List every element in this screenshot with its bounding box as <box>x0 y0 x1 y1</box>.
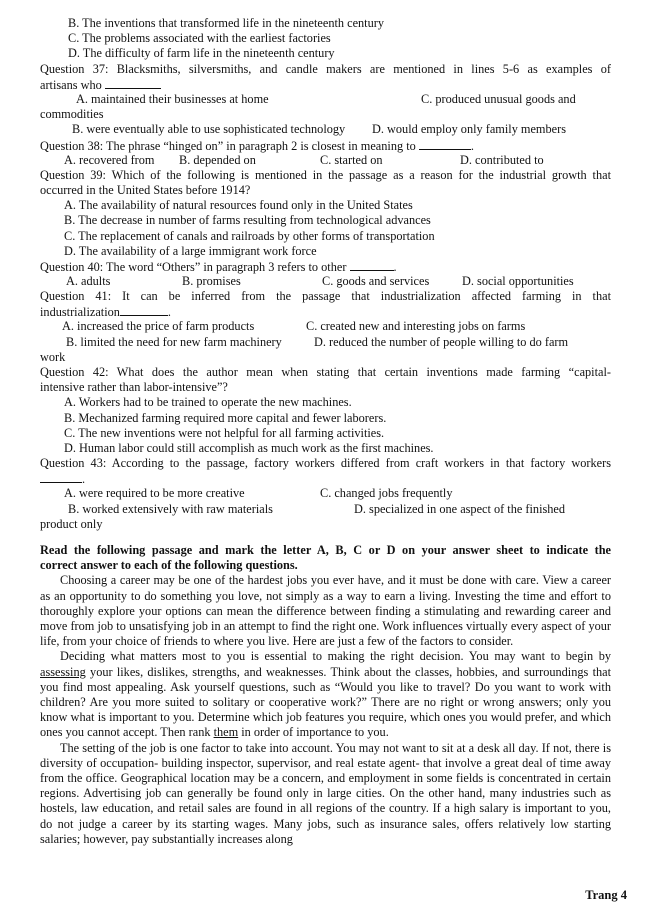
instruction-line1: Read the following passage and mark the letter A, B, C or D on your answer sheet to indicate the <box>40 543 611 557</box>
question-42-stem-line2: intensive rather than labor-intensive”? <box>40 380 228 395</box>
question-41-row-2 <box>40 335 611 350</box>
option-37-c: C. produced unusual goods and <box>421 91 576 106</box>
option-39-b: B. The decrease in number of farms resulting from technological advances <box>64 213 431 228</box>
answer-blank <box>350 259 394 271</box>
option-38-a: A. recovered from <box>64 152 155 167</box>
question-40-stem-line: Question 40: The word “Others” in paragraph 3 refers to other . <box>40 259 397 274</box>
question-37 <box>40 62 611 138</box>
option-42-a: A. Workers had to be trained to operate the new machines. <box>64 395 352 410</box>
option-40-b: B. promises <box>182 273 241 288</box>
option-43-b: B. worked extensively with raw materials <box>68 501 273 516</box>
option-37-c-continued: commodities <box>40 107 104 122</box>
passage-paragraph-2 <box>40 649 611 740</box>
passage-paragraph-2-part-a: Deciding what matters most to you is essential to making the right decision. You may want to begin by <box>60 649 611 664</box>
answer-blank <box>105 77 161 89</box>
question-39-stem-line1: Question 39: Which of the following is mentioned in the passage as a reason for the industrial growth that <box>40 167 611 182</box>
option-41-c: C. created new and interesting jobs on farms <box>306 319 526 334</box>
question-39 <box>40 168 611 259</box>
question-42 <box>40 365 611 456</box>
question-37-row-1 <box>40 92 611 107</box>
question-43 <box>40 456 611 532</box>
question-43-stem-line2: . <box>40 471 611 486</box>
question-41-stem-line2: industrialization . <box>40 305 171 320</box>
option-38-c: C. started on <box>320 152 383 167</box>
passage-paragraph-3: The setting of the job is one factor to take into account. You may not want to sit at a desk all day. If not, there is diversity of occupation- building inspector, supervisor, and real estate agent- that involve a great deal of time away from the office. Geographical location may be a concern, and employment in some fields is concentrated in certain regions. Advertising job can generally be found only in large cities. On the other hand, many industries such as hostels, law education, and retail sales are found in all regions of the country. If a high salary is important to you, do not judge a career by its starting wages. Many jobs, such as insurance sales, offers relatively low starting salaries; however, pay substantially increases along <box>40 740 611 846</box>
option-39-a: A. The availability of natural resources found only in the United States <box>64 198 413 213</box>
question-43-stem-line1: Question 43: According to the passage, factory workers differed from craft workers in that factory workers <box>40 456 611 470</box>
question-41-row-1 <box>40 319 611 334</box>
question-40 <box>40 259 611 289</box>
option-36-d: D. The difficulty of farm life in the nineteenth century <box>68 46 335 61</box>
option-38-d: D. contributed to <box>460 152 544 167</box>
question-43-row-2 <box>40 502 611 517</box>
question-37-row-2 <box>40 122 611 137</box>
question-37-stem-line2 <box>40 77 611 92</box>
option-43-d: D. specialized in one aspect of the finished <box>354 501 566 516</box>
option-40-c: C. goods and services <box>322 273 430 288</box>
answer-blank <box>40 471 82 483</box>
question-38-options <box>40 153 611 168</box>
option-41-d-continued: work <box>40 349 66 364</box>
page-number: Trang 4 <box>585 888 627 902</box>
option-39-c: C. The replacement of canals and railroads by other forms of transportation <box>64 228 435 243</box>
question-37-stem-text: artisans who <box>40 77 102 92</box>
question-38-stem-line: Question 38: The phrase “hinged on” in paragraph 2 is closest in meaning to . <box>40 138 474 153</box>
underlined-word-assessing: assessing <box>40 664 86 679</box>
option-38-b: B. depended on <box>179 152 256 167</box>
question-39-stem-line2: occurred in the United States before 1914? <box>40 182 251 197</box>
underlined-word-them: them <box>213 725 239 740</box>
question-36-options <box>40 16 611 62</box>
option-41-b: B. limited the need for new farm machinery <box>66 334 282 349</box>
option-39-d: D. The availability of a large immigrant work force <box>64 243 317 258</box>
option-37-d: D. would employ only family members <box>372 122 566 137</box>
option-37-a: A. maintained their businesses at home <box>76 91 269 106</box>
answer-blank <box>120 304 168 316</box>
option-41-d: D. reduced the number of people willing to do farm <box>314 334 569 349</box>
option-37-b: B. were eventually able to use sophisticated technology <box>72 122 346 137</box>
option-36-b: B. The inventions that transformed life in the nineteenth century <box>68 16 384 30</box>
option-36-c: C. The problems associated with the earliest factories <box>68 31 331 46</box>
reading-passage <box>40 573 611 847</box>
option-42-b: B. Mechanized farming required more capital and fewer laborers. <box>64 410 387 425</box>
question-41-stem-text: industrialization <box>40 305 120 320</box>
section-instruction <box>40 543 611 573</box>
passage-paragraph-2-part-b: your likes, dislikes, strengths, and weaknesses. Think about the classes, hobbies, and surroundings that you find most appealing. Ask yourself questions, such as “Would you like to travel? Do you want to work with children? Are you more suited to solitary or cooperative work?” There are no right or wrong answers; only you know what is important to you. Determine which job features you require, which ones you would prefer, and which ones you cannot accept. Then rank <box>40 664 612 740</box>
passage-paragraph-1: Choosing a career may be one of the hardest jobs you ever have, and it must be done with care. View a career as an opportunity to do something you love, not simply as a way to earn a living. Investing the time and effort to thoroughly explore your options can mean the difference between finding a stimulating and rewarding career and move from job to unsatisfying job in an attempt to find the right one. Work influences virtually every aspect of your life, from your choice of friends to where you live. Here are just a few of the factors to consider. <box>40 573 611 649</box>
question-38 <box>40 138 611 168</box>
question-40-options <box>40 274 611 289</box>
question-38-stem: Question 38: The phrase “hinged on” in paragraph 2 is closest in meaning to <box>40 138 416 153</box>
question-37-stem-line1: Question 37: Blacksmiths, silversmiths, and candle makers are mentioned in lines 5-6 as examples of <box>40 61 611 76</box>
option-42-c: C. The new inventions were not helpful for all farming activities. <box>64 425 385 440</box>
option-40-a: A. adults <box>66 273 111 288</box>
question-43-row-1 <box>40 486 611 501</box>
question-42-stem-line1: Question 42: What does the author mean when stating that certain inventions made farming “capital- <box>40 365 611 379</box>
question-40-stem: Question 40: The word “Others” in paragraph 3 refers to other <box>40 259 347 274</box>
option-43-c: C. changed jobs frequently <box>320 486 453 501</box>
option-41-a: A. increased the price of farm products <box>62 319 255 334</box>
option-40-d: D. social opportunities <box>462 273 574 288</box>
option-42-d: D. Human labor could still accomplish as much work as the first machines. <box>64 440 434 455</box>
question-41-stem-line1: Question 41: It can be inferred from the passage that industrialization affected farming in that <box>40 289 611 303</box>
passage-paragraph-2-part-c: in order of importance to you. <box>241 725 389 740</box>
answer-blank <box>419 138 471 150</box>
option-43-a: A. were required to be more creative <box>64 486 245 501</box>
instruction-line2: correct answer to each of the following questions. <box>40 558 298 573</box>
question-41 <box>40 289 611 365</box>
option-43-d-continued: product only <box>40 516 103 531</box>
